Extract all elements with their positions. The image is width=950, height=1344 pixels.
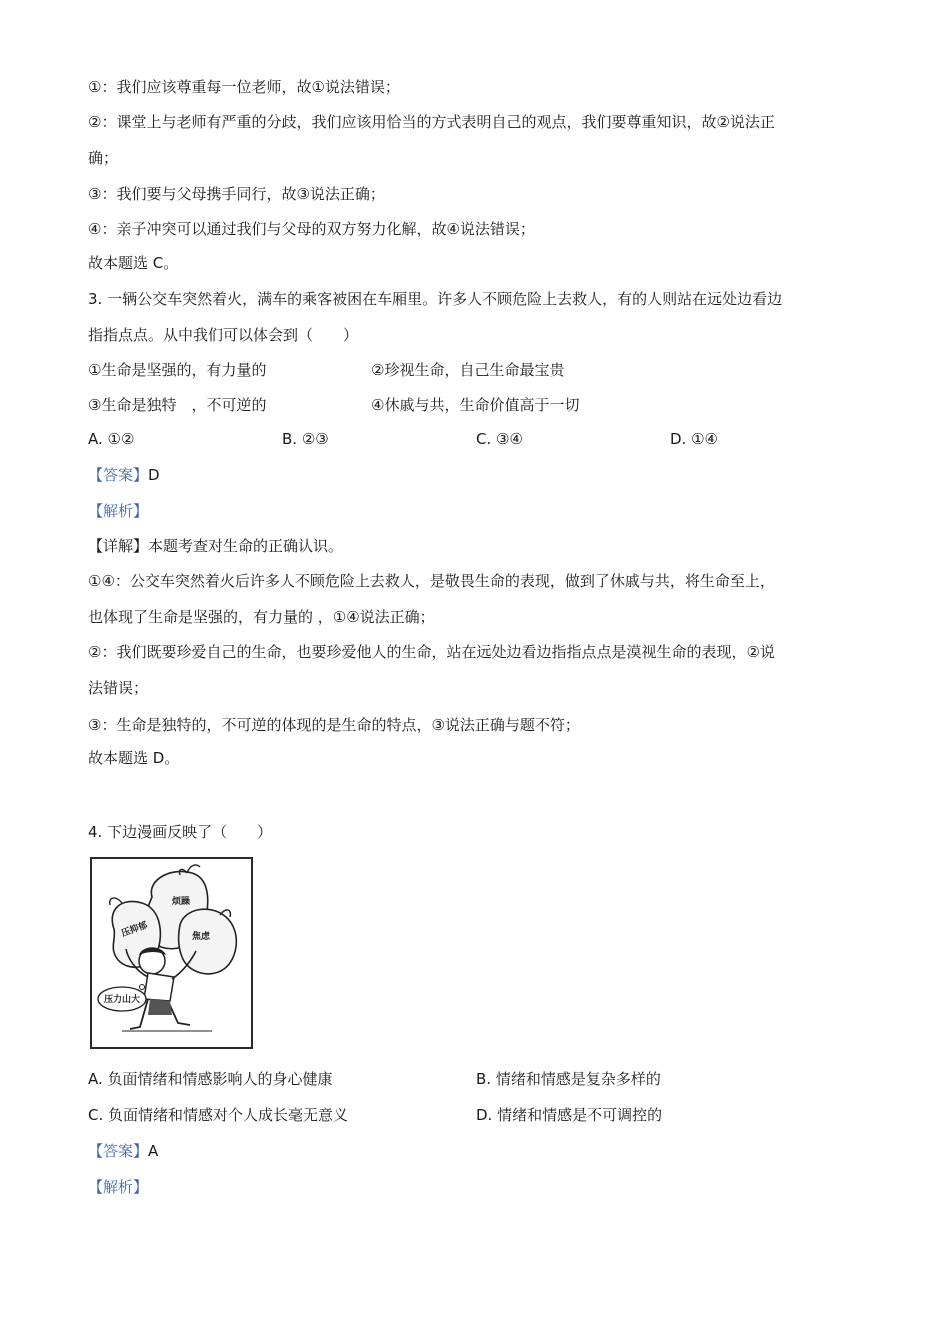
q3-analysis-line: ③：生命是独特的，不可逆的体现的是生命的特点，③说法正确与题不符； [88,716,580,734]
q3-item-3: ③生命是独特 ，不可逆的 [88,396,267,414]
q3-item-1: ①生命是坚强的，有力量的 [88,361,267,379]
analysis-line: ①：我们应该尊重每一位老师，故①说法错误； [88,78,400,96]
sack-label-irritable: 烦躁 [172,897,191,907]
q3-stem-cont: 指指点点。从中我们可以体会到（ ） [88,326,359,344]
q3-answer: D [148,466,160,484]
analysis-line: 确； [88,149,119,167]
q3-option-c[interactable]: C. ③④ [476,430,523,448]
q3-option-a[interactable]: A. ①② [88,430,135,448]
person-body [144,973,174,1001]
q3-conclusion: 故本题选 D。 [88,749,180,767]
thought-dot [140,985,145,990]
answer-tag: 【答案】 [88,1142,149,1160]
q4-analysis-tag: 【解析】 [88,1178,149,1196]
person-shorts [148,999,172,1015]
q4-answer: A [148,1142,159,1160]
bubble-text: 压力山大 [104,995,141,1005]
cartoon-image [90,857,253,1049]
q4-option-c[interactable]: C. 负面情绪和情感对个人成长毫无意义 [88,1106,349,1124]
q3-analysis-line: 也体现了生命是坚强的，有力量的 ，①④说法正确； [88,608,435,626]
q3-detail-row [88,536,343,556]
q3-item-2: ②珍视生命，自己生命最宝贵 [371,361,565,379]
q4-option-d[interactable]: D. 情绪和情感是不可调控的 [476,1106,663,1124]
q3-analysis-tag: 【解析】 [88,502,149,520]
q4-answer-row [88,1141,158,1161]
q3-item-4: ④休戚与共，生命价值高于一切 [371,396,580,414]
q3-detail-text: 本题考查对生命的正确认识。 [148,537,344,555]
q3-option-d[interactable]: D. ①④ [670,430,718,448]
q4-stem: 4. 下边漫画反映了（ ） [88,823,273,841]
q3-analysis-line: 法错误； [88,679,149,697]
q3-analysis-line: ①④：公交车突然着火后许多人不顾危险上去救人，是敬畏生命的表现，做到了休戚与共，将生命至上， [88,572,775,590]
sack-label-anxious: 焦虑 [192,932,211,942]
analysis-line: ③：我们要与父母携手同行，故③说法正确； [88,185,385,203]
answer-tag: 【答案】 [88,466,149,484]
analysis-line: ②：课堂上与老师有严重的分歧，我们应该用恰当的方式表明自己的观点，我们要尊重知识，故②说法正 [88,113,775,131]
detail-tag: 【详解】 [88,537,149,555]
q3-analysis-line: ②：我们既要珍爱自己的生命，也要珍爱他人的生命，站在远处边看边指指点点是漠视生命的表现，②说 [88,643,775,661]
q4-option-b[interactable]: B. 情绪和情感是复杂多样的 [476,1070,661,1088]
sack-label-depressed: 压抑郁 [120,920,150,940]
analysis-line: ④：亲子冲突可以通过我们与父母的双方努力化解，故④说法错误； [88,220,535,238]
q3-stem: 3. 一辆公交车突然着火，满车的乘客被困在车厢里。许多人不顾危险上去救人，有的人则站在远处边看边 [88,290,783,308]
cartoon-drawing [92,859,251,1047]
q3-option-b[interactable]: B. ②③ [282,430,329,448]
analysis-conclusion: 故本题选 C。 [88,254,179,272]
q3-answer-row [88,465,160,485]
q4-option-a[interactable]: A. 负面情绪和情感影响人的身心健康 [88,1070,333,1088]
